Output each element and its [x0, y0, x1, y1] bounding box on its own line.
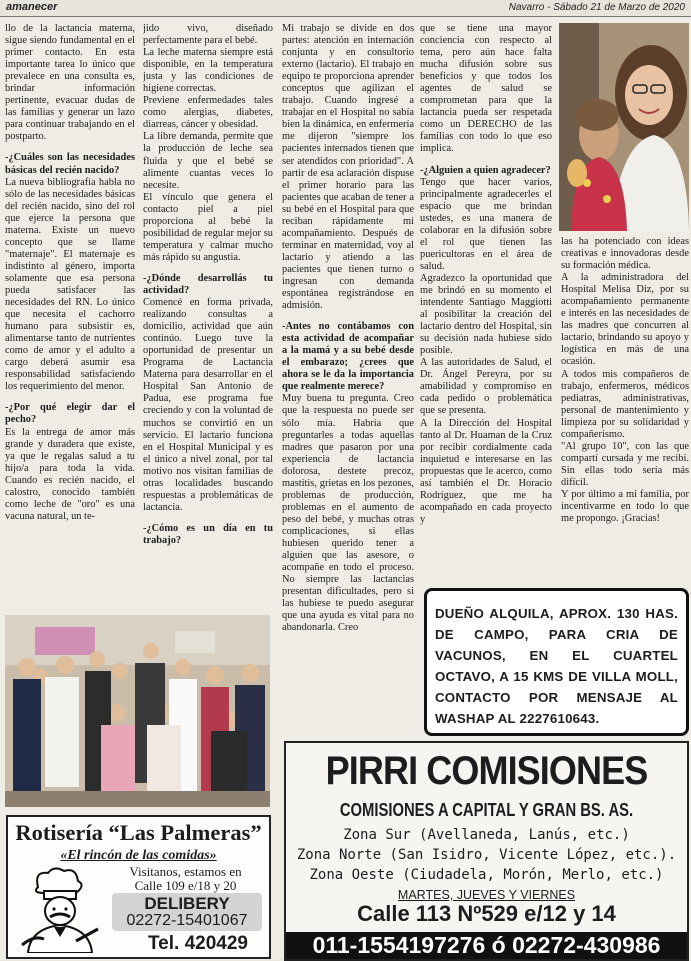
- article-paragraph: A las autoridades de Salud, el Dr. Ángel Pereyra, por su amabilidad y compromiso en cada pedido o problemática que se presenta.: [420, 357, 552, 417]
- pirri-address: Calle 113 Nº529 e/12 y 14: [357, 901, 616, 926]
- chef-icon: [14, 865, 104, 953]
- article-paragraph: Tengo que hacer varios, principalmente agradecerles el espacio que me brindan ustedes, es una manera de colaborar en la difusión sobre el rol que tienen las puericultoras en el área de salud.: [420, 176, 552, 272]
- article-paragraph: La libre demanda, permite que la producción de leche sea fluida y que el bebé se alimente cuantas veces lo necesite.: [143, 131, 273, 191]
- article-paragraph: Y por último a mi familia, por incentivarme en todo lo que me propongo. ¡Gracias!: [561, 488, 689, 525]
- article-column-5: [561, 236, 689, 586]
- article-paragraph: Agradezco la oportunidad que me brindó en su momento el intendente Santiago Maggiotti al posibilitar la creación del lactario dentro del Hospital, sin su decisión nada hubiese sido posible.: [420, 272, 552, 357]
- article-paragraph: La nueva bibliografía habla no sólo de las necesidades básicas del recién nacido, sino del rol que ejerce la persona que materna. Existe un nuevo concepto que se llame "maternaje". El maternaje es indistinto al género, importa solamente que esa persona pueda satisfacer las necesidades del RN. Lo único que necesita el cachorro humano para subsistir es, alimentarse tanto de nutrientes como de amor y el adulto a cargo deberá asumir esa responsabilidad satisfaciendo los requerimiento del menor.: [5, 176, 135, 393]
- dateline: Navarro - Sábado 21 de Marzo de 2020: [508, 2, 685, 13]
- page-header: [0, 0, 691, 17]
- interview-question: -¿Alguien a quien agradecer?: [420, 164, 551, 176]
- interview-question: -Antes no contábamos con esta actividad de acompañar a la mamá y a su bebé desde el embarazo; ¿crees que ahora se le da la importancia que realmente merece?: [282, 321, 414, 393]
- pirri-zone-norte: Zona Norte (San Isidro, Vicente López, etc.).: [296, 847, 677, 863]
- publication-name: amanecer: [6, 1, 58, 13]
- article-paragraph: jido vivo, diseñado perfectamente para el bebé.: [143, 23, 273, 47]
- article-paragraph: El vínculo que genera el contacto piel a piel proporciona al bebé la posibilidad de regular mejor su temperatura y calmar mucho más rápido su angustia.: [143, 191, 273, 263]
- interview-question: -¿Dónde desarrollás tu actividad?: [143, 272, 273, 296]
- rotiseria-delibery-phone: 02272-15401067: [126, 912, 248, 929]
- article-column-1: [5, 23, 135, 611]
- pirri-days-text: MARTES, JUEVES Y VIERNES: [397, 888, 576, 902]
- portrait-photo: [559, 23, 689, 231]
- pirri-days: [286, 888, 687, 902]
- rotiseria-ad: [6, 815, 271, 959]
- article-paragraph: Mi trabajo se divide en dos partes: atención en internación conjunta y en consultorio externo (lactario). El trabajo en equipo te proporciona aprender conceptos que agilizan el trabajo. Cuando ingresé a trabajar en el Hospital no sabía bien la dinámica, en enfermería me dijeron "siempre los pacientes internados tienen que ser atendidos con prioridad". A partir de esa aclaración dispuse el primer horario para las pacientes que acaban de tener a su bebé en el Hospital para que reciban rápidamente mi acompañamiento. Después de terminar en maternidad, voy al lactario y atiendo a las pacientes que tienen turno o ingresan con demanda espontánea registrándose en admisión.: [282, 23, 414, 312]
- article-paragraph: A la Dirección del Hospital tanto al Dr. Huaman de la Cruz por recibir cordialmente cada inquietud e interesarse en las propuestas que le acerco, como así también el Dr. Horacio Rodríguez, que me ha acompañado en cada proyecto y: [420, 417, 552, 525]
- article-paragraph: Muy buena tu pregunta. Creo que la respuesta no puede ser sólo mía. Habría que preguntarles a todas aquellas madres que pasaron por una experiencia de lactancia dolorosa, destete precoz, mastitis, grietas en los pezones, problemas de producción, problemas en el aumento de peso del bebé, y muchas otras complicaciones, si ellas hubiesen querido tener a alguien que las asesore, o acompañe en todo el proceso. No siempre las lactancias presentan dificultades, pero si las hubiese te puedo asegurar que una ayuda es vital para no abandonarla. Creo: [282, 393, 414, 634]
- article-column-2: [143, 23, 273, 611]
- article-column-4: [420, 23, 552, 583]
- article-column-3: [282, 23, 414, 758]
- article-paragraph: llo de la lactancia materna, sigue siendo fundamental en el primer contacto. En esta importante tarea lo único que prevalece en una consulta es, brindar información pertinente, evacuar dudas de las familias y generar un lazo para continuar trabajando en el postparto.: [5, 23, 135, 143]
- portrait-photo-drawing: [559, 23, 689, 231]
- rotiseria-delibery: DELIBERY: [144, 894, 230, 913]
- interview-question: -¿Cuáles son las necesidades básicas del recién nacido?: [5, 152, 135, 176]
- rotiseria-title: Rotisería “Las Palmeras”: [15, 820, 262, 845]
- article-paragraph: "Al grupo 10", con las que compartí cursada y me recibí. Sin ellas todo sería más difícil.: [561, 440, 689, 488]
- rotiseria-visit-line1: Visitanos, estamos en: [129, 864, 242, 879]
- campo-ad-text: DUEÑO ALQUILA, APROX. 130 HAS. DE CAMPO, PARA CRIA DE VACUNOS, EN EL CUARTEL OCTAVO, A 15 KMS DE VILLA MOLL, CONTACTO POR MENSAJE AL WASHAP AL 2227610643.: [435, 606, 678, 726]
- article-paragraph: A la administradora del Hospital Melisa Diz, por su acompañamiento permanente e interés en las necesidades de las madres que concurren al lactario, brindando su apoyo y logística en más de una ocasión.: [561, 272, 689, 368]
- group-photo: [5, 615, 270, 807]
- rotiseria-tel: Tel. 420429: [147, 933, 248, 954]
- article-paragraph: La leche materna siempre está disponible, en la temperatura justa y las condiciones de higiene correctas.: [143, 47, 273, 95]
- article-paragraph: las ha potenciado con ideas creativas e innovadoras desde su formación médica.: [561, 236, 689, 272]
- article-paragraph: que se tiene una mayor conciencia con respecto al tema, pero aún hace falta mucha difusión sobre sus beneficios y que todos los agentes de salud se comprometan para que la lactancia pueda ser respetada como un DERECHO de las familias con todo lo que eso implica.: [420, 23, 552, 155]
- article-paragraph: Previene enfermedades tales como alergias, diabetes, diarreas, cáncer y obesidad.: [143, 95, 273, 131]
- pirri-phones: 011-1554197276 ó 02272-430986: [286, 932, 687, 959]
- rotiseria-visit-line2: Calle 109 e/18 y 20: [134, 878, 237, 893]
- pirri-zone-sur: Zona Sur (Avellaneda, Lanús, etc.): [343, 827, 630, 843]
- pirri-title: PIRRI COMISIONES: [325, 749, 648, 793]
- rotiseria-slogan: «El rincón de las comidas»: [60, 848, 217, 863]
- classified-ad-campo: [424, 588, 689, 736]
- pirri-subtitle: COMISIONES A CAPITAL Y GRAN BS. AS.: [339, 799, 634, 820]
- pirri-comisiones-ad: [284, 741, 689, 961]
- rotiseria-visit: [108, 865, 263, 893]
- group-photo-drawing: [5, 615, 270, 807]
- chef-illustration: [14, 865, 104, 953]
- article-paragraph: Es la entrega de amor más grande y duradera que existe, ya que le regalas salud a tu hijo/a para toda la vida. Cuando es recién nacido, el calostro, conocido también como leche de "oro" es una vacuna natural, un te-: [5, 426, 135, 522]
- interview-question: -¿Cómo es un día en tu trabajo?: [143, 522, 273, 546]
- pirri-zone-oeste: Zona Oeste (Ciudadela, Morón, Merlo, etc.): [309, 867, 664, 883]
- article-paragraph: A todos mis compañeros de trabajo, enfermeros, médicos pediatras, administrativas, personal de mantenimiento y limpieza por su solidaridad y compañerismo.: [561, 368, 689, 440]
- interview-question: -¿Por qué elegir dar el pecho?: [5, 402, 135, 426]
- article-paragraph: Comencé en forma privada, realizando consultas a domicilio, actividad que aún continúo. Luego tuve la oportunidad de presentar un Programa de Lactancia Materna para desarrollar en el Hospital San Antonio de Padua, ese programa fue creciendo y con la voluntad de muchos se convirtió en un servicio. El lactario funciona en el Hospital Municipal y es el único a nivel zonal, por tal motivo nos visitan familias de otras localidades buscando respuestas a problemáticas de lactancia.: [143, 297, 273, 513]
